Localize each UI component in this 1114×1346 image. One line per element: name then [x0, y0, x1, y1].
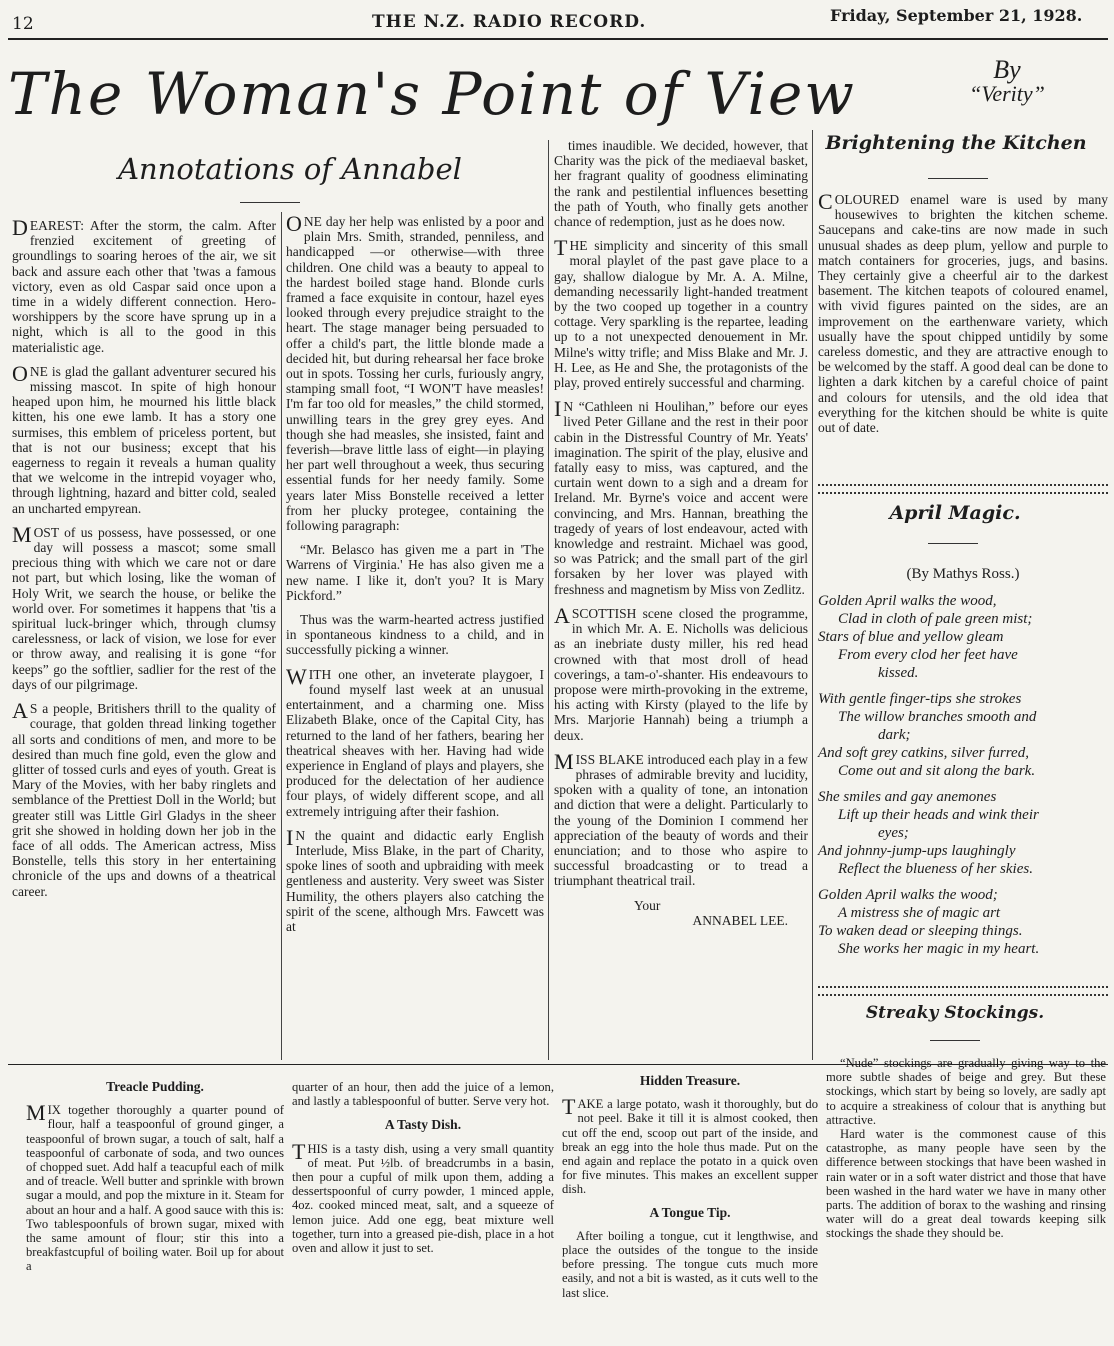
- article-paragraph: [12, 521, 276, 692]
- paragraph-text: NE day her help was enlisted by a poor and plain Mrs. Smith, stranded, penniless, and handicapped —or otherwise—with three children. One child was a beauty to appeal to the hardest boiled stage hand. Blonde curls framed a face exquisite in contour, hazel eyes looked through every prejudice straight to the heart. The stage manager being persuaded to offer a child's part, the little blonde made a decided hit, but during rehearsal her face broke out in spots. Tossing her curls, furiously angry, stamping small foot, “I WON'T have measles! I'm far too old for measles,” the child stormed, unwilling tears in the grey grey eyes. And though she had measles, she insisted, faint and feverish—brave little lass of eight—in playing her part well throughout a week, thus securing essential funds for her needy family. Some years later Miss Bonstelle received a letter from her plucky protegee, containing the following paragraph:: [286, 214, 544, 534]
- paragraph-text: “Mr. Belasco has given me a part in 'The Warrens of Virginia.' He has also given me a new name. I like it, don't you? It is Mary Pickford.”: [286, 542, 544, 603]
- paragraph-text: OST of us possess, have possessed, or one day will possess a mascot; some small precious thing with which we care not or dare not part, but which losing, like the woman of Holy Writ, we search the house, or belike the world over. For sometimes it happens that 'tis a spiritual luck-bringer which, through clumsy carelessness, or lack of vision, we lose for ever or throw away, and realising it is gone “for keeps” go the softlier, sadlier for the rest of the days of our pilgrimage.: [12, 524, 276, 692]
- drop-cap: T: [554, 235, 568, 261]
- title-rule: [930, 1040, 980, 1041]
- poem-line: With gentle finger-tips she strokes: [818, 691, 1022, 707]
- poem-line: dark;: [878, 727, 911, 743]
- title-rule: [928, 178, 988, 179]
- article-paragraph: [286, 211, 544, 534]
- paragraph-text: N the quaint and didactic early English Interlude, Miss Blake, in the part of Charity, spoke lines of sooth and upbraiding with meek gentleness and austerity. Very sweet was Sister Humility, the others players also catching the spirit of the scene, although Mrs. Fawcett was at: [286, 827, 544, 934]
- article-paragraph: Hard water is the commonest cause of this catastrophe, as many people have seen by the difference between stockings that have been washed in rain water or in a soft water district and those that have been washed in the hard water we have in many other parts. The addition of borax to the washing and rinsing water will do a great deal towards keeping silk stockings the shade they should be.: [826, 1127, 1106, 1241]
- page-number: 12: [12, 14, 34, 34]
- stanza-gap: [818, 780, 1108, 788]
- paragraph-text: HE simplicity and sincerity of this small moral playlet of the past gave place to a gay, shallow dialogue by Mr. A. A. Milne, demanding necessarily light-handed treatment by the two cooped up together in a country cottage. Very sparkling is the repartee, leading up to a not unexpected denouement in Mr. Milne's witty trifle; and Miss Blake and Mr. J. H. Lee, as He and She, the protagonists of the play, proved entirely successful and charming.: [554, 238, 808, 391]
- article-paragraph: [12, 215, 276, 355]
- poem-line: From every clod her feet have: [838, 647, 1018, 663]
- drop-cap: I: [554, 396, 562, 422]
- stockings-title: Streaky Stockings.: [865, 1003, 1045, 1023]
- drop-cap: O: [286, 211, 302, 236]
- recipe-text: After boiling a tongue, cut it lengthwise, and place the outsides of the tongue to the inside before pressing. The tongue cuts much more easily, and not a bit is wasted, as it cuts well to the last slice.: [562, 1228, 818, 1300]
- poem-line: Clad in cloth of pale green mist;: [838, 611, 1033, 627]
- recipe-text: HIS is a tasty dish, using a very small quantity of meat. Put ½lb. of breadcrumbs in a basin, then pour a cupful of milk upon them, adding a dessertspoonful of curry powder, 1 minced apple, 4oz. cooked minced meat, salt, and a squeeze of lemon juice. Add one egg, beat mixture well together, turn into a greased pie-dish, place in a hot oven and allow it just to set.: [292, 1141, 554, 1256]
- signature: ANNABEL LEE.: [692, 912, 788, 928]
- drop-cap: A: [12, 698, 28, 724]
- poem-line: And soft grey catkins, silver furred,: [818, 745, 1029, 761]
- annotations-column-2: [286, 211, 544, 943]
- annotations-column-1: [12, 215, 276, 908]
- byline: [942, 55, 1072, 106]
- paragraph-text: ISS BLAKE introduced each play in a few phrases of admirable brevity and lucidity, spoken with a quality of tone, an intonation and diction that were a delight. Particularly to the young of the Dominion I commend her appreciation of the beauty of words and their enunciation; and to those who aspire to successful broadcasting or to tread a triumphant theatrical trail.: [554, 751, 808, 889]
- poem-line: Golden April walks the wood,: [818, 593, 997, 609]
- column-divider: [281, 212, 282, 1060]
- article-paragraph: [554, 748, 808, 889]
- drop-cap: A: [554, 602, 570, 628]
- drop-cap: O: [12, 360, 28, 386]
- drop-cap: T: [562, 1094, 576, 1120]
- paragraph-text: ITH one other, an inveterate playgoer, I found myself last week at an unusual entertainment, and a charming one. Miss Elizabeth Blake, once of the Capital City, has returned to the land of her fathers, bearing her theatrical sheaves with her. Having had wide experience in England of plays and players, she produced for the delectation of her audience four plays, of widely different scope, and all extremely intriguing after their fashion.: [286, 666, 544, 819]
- article-paragraph: [286, 824, 544, 934]
- paragraph-text: S a people, Britishers thrill to the quality of courage, that golden thread linking together all sorts and conditions of men, and more to be desired than much fine gold, even the glow and glitter of tossed curls and eyes of youth. Great is Mary of the Movies, with her baby ringlets and semblance of the Prettiest Doll in the World; but greater still was Little Girl Gladys in the sheer grit she showed in holding down her job in the face of all odds. The American actress, Miss Bonstelle, tells this story in her entertaining chronicle of the ups and downs of a theatrical career.: [12, 701, 276, 899]
- recipe-title: A Tasty Dish.: [384, 1117, 462, 1133]
- article-paragraph: [12, 360, 276, 516]
- poem-line: Lift up their heads and wink their: [838, 807, 1039, 823]
- article-paragraph: [554, 602, 808, 743]
- recipe-title: A Tongue Tip.: [649, 1204, 731, 1220]
- column-divider: [548, 140, 549, 1060]
- byline-author: “Verity”: [969, 81, 1045, 106]
- paragraph-text: N “Cathleen ni Houlihan,” before our eyes lived Peter Gillane and the rest in their poor cabin in the Distressful Country of Mr. Yeats' imagination. The spirit of the play, elusive and fatally easy to miss, was captured, and the curtain went down to a sigh and a dream for Ireland. Mr. Byrne's voice and accent were convincing, and Mrs. Hannan, breathing the tragedy of years of lost endeavour, acted with knowledge and restraint. Michael was good, so was Patrick; and the small part of the girl forsaken by her lover was played with freshness and magnetism by Miss von Zedlitz.: [554, 399, 808, 597]
- paragraph-text: EAREST: After the storm, the calm. After frenzied excitement of greeting of groundlings to soaring heroes of the air, we sit back and assure each other that 'twas a famous victory, even as old Caspar said once upon a time in a widely different connection. Hero-worshippers by the score have sprung up in a night, which is all to the good in this materialistic age.: [12, 218, 276, 355]
- tasty-dish-recipe: [292, 1080, 554, 1264]
- poem-line: And johnny-jump-ups laughingly: [818, 843, 1016, 859]
- title-rule: [240, 202, 300, 203]
- poem-line: Reflect the blueness of her skies.: [838, 861, 1033, 877]
- column-divider: [812, 130, 813, 1060]
- poem-line: She works her magic in my heart.: [838, 941, 1040, 957]
- recipe-title: Treacle Pudding.: [106, 1079, 204, 1094]
- poem-line: She smiles and gay anemones: [818, 789, 997, 805]
- poem-author: (By Mathys Ross.): [906, 566, 1020, 582]
- stanza-gap: [818, 878, 1108, 886]
- paragraph-text: NE is glad the gallant adventurer secured his missing mascot. In spite of high honour heaped upon him, he mourned his little black kitten, his one ewe lamb. It has a story one surmises, this emblem of priceless portent, but that is not our business; except that his eagerness to regain it reveals a human quality that we welcome in the intrepid voyager who, through lightning, hazard and bitter cold, sealed an uncharted empyrean.: [12, 363, 276, 516]
- article-paragraph: “Nude” stockings are gradually giving way to the more subtle shades of beige and grey. But these stockings, which start by being so lovely, are sadly apt to acquire a streakiness of colour that is anything but attractive.: [826, 1056, 1106, 1127]
- paragraph-text: times inaudible. We decided, however, that Charity was the pick of the mediaeval basket, her fragrant quality of goodness eliminating the rank and pestilential influences besetting the path of Youth, who finally gets another chance of redemption, just as he does now.: [554, 138, 808, 230]
- poem-line: Golden April walks the wood;: [818, 887, 998, 903]
- section-separator: [818, 484, 1108, 494]
- stockings-article: [826, 1056, 1106, 1241]
- issue-date: Friday, September 21, 1928.: [830, 6, 1083, 25]
- hidden-treasure-recipe: [562, 1074, 818, 1309]
- poem-line: A mistress she of magic art: [838, 905, 1001, 921]
- article-paragraph: [286, 612, 544, 658]
- kitchen-text: OLOURED enamel ware is used by many housewives to brighten the kitchen scheme. Saucepans and cake-tins are now made in such unusual shades as deep plum, yellow and purple to match containers for groceries, jugs, and basins. They certainly give a cheerful air to the darkest basement. The kitchen teapots of coloured enamel, with vivid figures painted on the sides, are an improvement on the earthenware variety, which usually have the spout chipped untidily by some careless domestic, and they are attractive enough to be welcomed by the staff. A good deal can be done to lighten a dark kitchen by a careful choice of paint and colours for utensils, and the old idea that everything for the kitchen should be white is quite out of date.: [818, 192, 1108, 436]
- poem-line: To waken dead or sleeping things.: [818, 923, 1023, 939]
- treacle-pudding-recipe: [26, 1080, 284, 1283]
- article-paragraph: [554, 396, 808, 597]
- drop-cap: D: [12, 215, 28, 240]
- poem-line: Stars of blue and yellow gleam: [818, 629, 1004, 645]
- drop-cap: M: [26, 1100, 46, 1126]
- article-paragraph: [286, 542, 544, 603]
- drop-cap: T: [292, 1138, 306, 1164]
- drop-cap: M: [12, 521, 32, 547]
- drop-cap: M: [554, 748, 574, 774]
- banner-title: The Woman's Point of View: [8, 60, 856, 128]
- recipe-text: AKE a large potato, wash it thoroughly, but do not peel. Bake it till it is almost cooked, then cut off the end, scoop out part of the inside, and break an egg into the hole thus made. Put on the end again and replace the potato in a quick oven for five minutes. This makes an excellent supper dish.: [562, 1097, 818, 1197]
- header-rule: [8, 38, 1108, 40]
- annotations-title: Annotations of Annabel: [118, 152, 462, 186]
- paragraph-text: SCOTTISH scene closed the programme, in which Mr. A. E. Nicholls was delicious as an inebriate dusty miller, his red head crowned with that most droll of head coverings, a tam-o'-shanter. His endeavours to propose were mirth-provoking in the extreme, his acting with Kirsty (played to the life by Mrs. Marjorie Hannah) being a triumph a deux.: [554, 605, 808, 743]
- poem-line: The willow branches smooth and: [838, 709, 1037, 725]
- recipe-title: Hidden Treasure.: [639, 1073, 741, 1088]
- recipe-continuation: quarter of an hour, then add the juice of a lemon, and lastly a tablespoonful of butter. Serve very hot.: [292, 1080, 554, 1109]
- title-rule: [928, 543, 978, 544]
- drop-cap: I: [286, 824, 294, 850]
- poem-line: Come out and sit along the bark.: [838, 763, 1036, 779]
- closing-line: Your: [634, 897, 661, 913]
- publication-title: THE N.Z. RADIO RECORD.: [372, 12, 647, 32]
- poem-line: eyes;: [878, 825, 909, 841]
- article-paragraph: [286, 663, 544, 819]
- article-paragraph: [554, 138, 808, 229]
- poem-title: April Magic.: [889, 502, 1021, 524]
- kitchen-article: [818, 189, 1108, 444]
- paragraph-text: Thus was the warm-hearted actress justified in spontaneous kindness to a child, and in successfully picking a winner.: [286, 612, 544, 658]
- kitchen-title: Brightening the Kitchen: [825, 132, 1087, 154]
- section-separator: [818, 986, 1108, 996]
- article-paragraph: [554, 235, 808, 391]
- drop-cap: C: [818, 189, 833, 214]
- drop-cap: W: [286, 663, 307, 689]
- byline-by: By: [993, 55, 1021, 84]
- poem-body: [818, 592, 1108, 958]
- article-paragraph: [12, 698, 276, 899]
- annotations-column-3: [554, 138, 808, 928]
- recipe-text: IX together thoroughly a quarter pound of flour, half a teaspoonful of ground ginger, a teaspoonful of brown sugar, a touch of salt, half a teaspoonful of carbonate of soda, and two ounces of chopped suet. Add half a teacupful each of milk and of treacle. Well butter and sprinkle with brown sugar a mould, and pop the mixture in it. Steam for about an hour and a half. A good sauce with this is: Two tablespoonfuls of brown sugar, mixed with the same amount of flour; stir this into a breakfastcupful of boiling water. Boil up for about a: [26, 1103, 284, 1274]
- stanza-gap: [818, 682, 1108, 690]
- poem-line: kissed.: [878, 665, 919, 681]
